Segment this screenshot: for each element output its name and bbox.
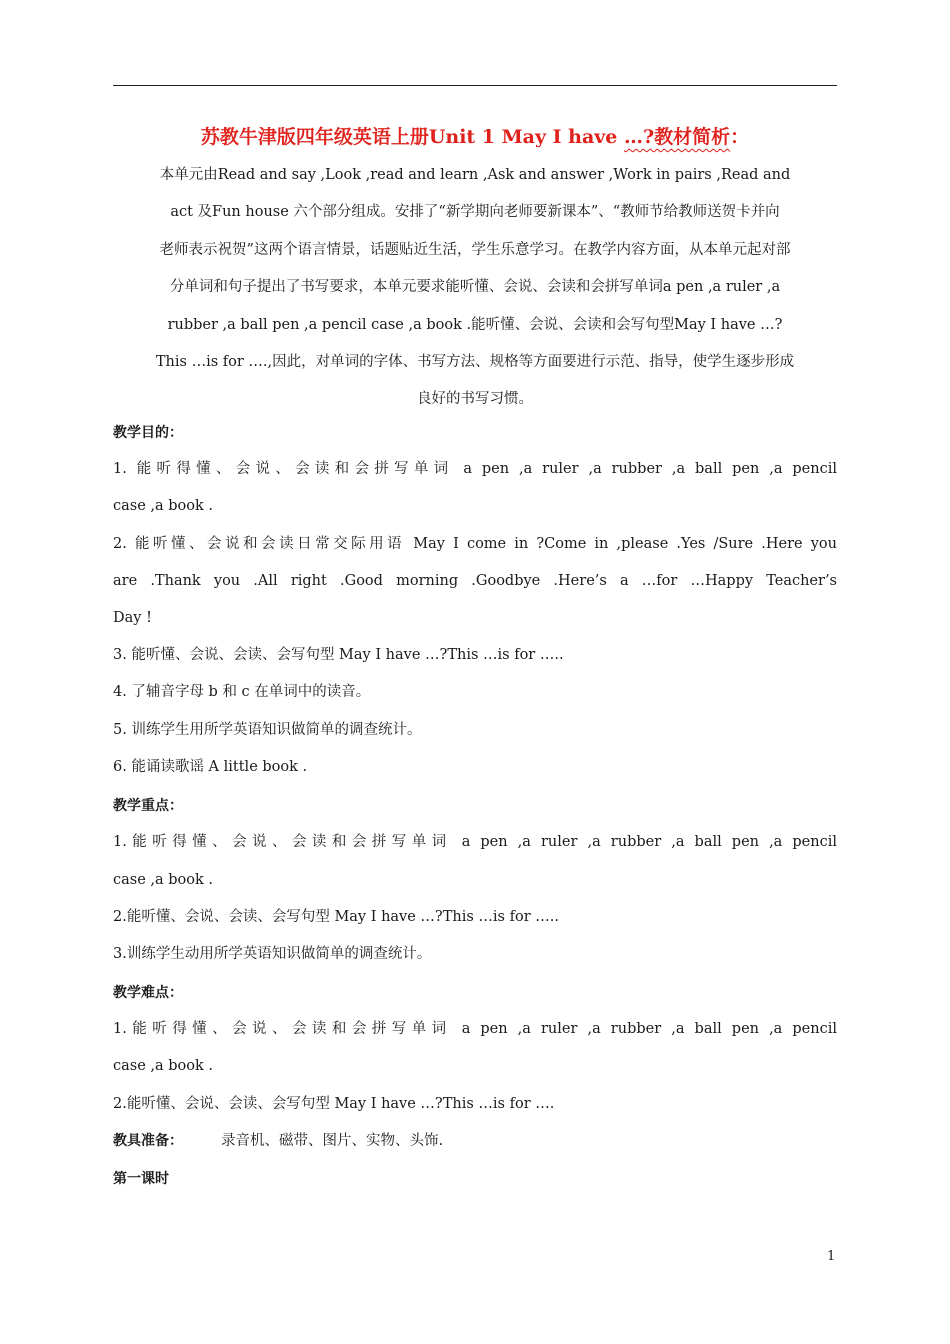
tools-row — [113, 1131, 837, 1151]
key-point-line: case ,a book . — [113, 872, 214, 888]
objective-line: case ,a book . — [113, 498, 214, 514]
objectives-heading: 教学目的： — [113, 425, 183, 441]
objective-line: are .Thank you .All right .Good morning .Goodbye .Here’s a …for …Happy Teacher’s — [113, 573, 837, 589]
header-rule — [113, 85, 837, 86]
key-points-heading: 教学重点： — [113, 798, 183, 814]
difficulty-line: 2.能听懂、会说、会读、会写句型 May I have …?This …is for …. — [113, 1096, 555, 1112]
objective-line: 1. 能听得懂、会说、会读和会拼写单词 a pen ,a ruler ,a rubber ,a ball pen ,a pencil — [113, 461, 837, 477]
key-point-line: 3.训练学生动用所学英语知识做简单的调查统计。 — [113, 946, 432, 962]
intro-line: 本单元由Read and say ,Look ,read and learn ,Ask and answer ,Work in pairs ,Read and — [159, 167, 791, 183]
tools-value: 录音机、磁带、图片、实物、头饰. — [221, 1133, 444, 1149]
objective-line: Day ! — [113, 610, 152, 626]
objective-line: 2. 能听懂、会说和会读日常交际用语 May I come in ?Come in ,please .Yes /Sure .Here you — [113, 536, 837, 552]
page-number: 1 — [827, 1249, 836, 1264]
intro-line: This …is for ….,因此，对单词的字体、书写方法、规格等方面要进行示范、指导，使学生逐步形成 — [155, 354, 795, 371]
title-main: 苏教牛津版四年级英语上册Unit 1 May I have — [200, 126, 625, 148]
document-title — [113, 122, 837, 149]
title-colon: ： — [730, 126, 750, 148]
tools-heading: 教具准备： — [113, 1133, 183, 1149]
objective-line: 6. 能诵读歌谣 A little book . — [113, 759, 308, 775]
intro-line: 良好的书写习惯。 — [417, 391, 533, 408]
lesson-heading: 第一课时 — [113, 1171, 169, 1187]
difficulties-heading: 教学难点： — [113, 985, 183, 1001]
difficulty-line: 1.能听得懂、会说、会读和会拼写单词 a pen ,a ruler ,a rubber ,a ball pen ,a pencil — [113, 1021, 837, 1037]
difficulty-line: case ,a book . — [113, 1058, 214, 1074]
intro-line: 老师表示祝贺”这两个语言情景，话题贴近生活，学生乐意学习。在教学内容方面，从本单元起对部 — [159, 241, 791, 258]
key-point-line: 1.能听得懂、会说、会读和会拼写单词 a pen ,a ruler ,a rubber ,a ball pen ,a pencil — [113, 834, 837, 850]
intro-line: 分单词和句子提出了书写要求，本单元要求能听懂、会说、会读和会拼写单词a pen ,a ruler ,a — [169, 279, 781, 296]
objective-line: 5. 训练学生用所学英语知识做简单的调查统计。 — [113, 722, 422, 738]
intro-line: rubber ,a ball pen ,a pencil case ,a book .能听懂、会说、会读和会写句型May I have …? — [167, 316, 783, 333]
objective-line: 4. 了辅音字母 b 和 c 在单词中的读音。 — [113, 684, 371, 700]
key-point-line: 2.能听懂、会说、会读、会写句型 May I have …?This …is for ….. — [113, 909, 559, 925]
objective-line: 3. 能听懂、会说、会读、会写句型 May I have …?This …is for ….. — [113, 647, 564, 663]
intro-paragraph — [113, 157, 837, 419]
intro-line: act 及Fun house 六个部分组成。安排了“新学期向老师要新课本”、“教师节给教师送贺卡并向 — [170, 204, 780, 221]
title-wavy-part: …?教材简析 — [624, 126, 731, 148]
